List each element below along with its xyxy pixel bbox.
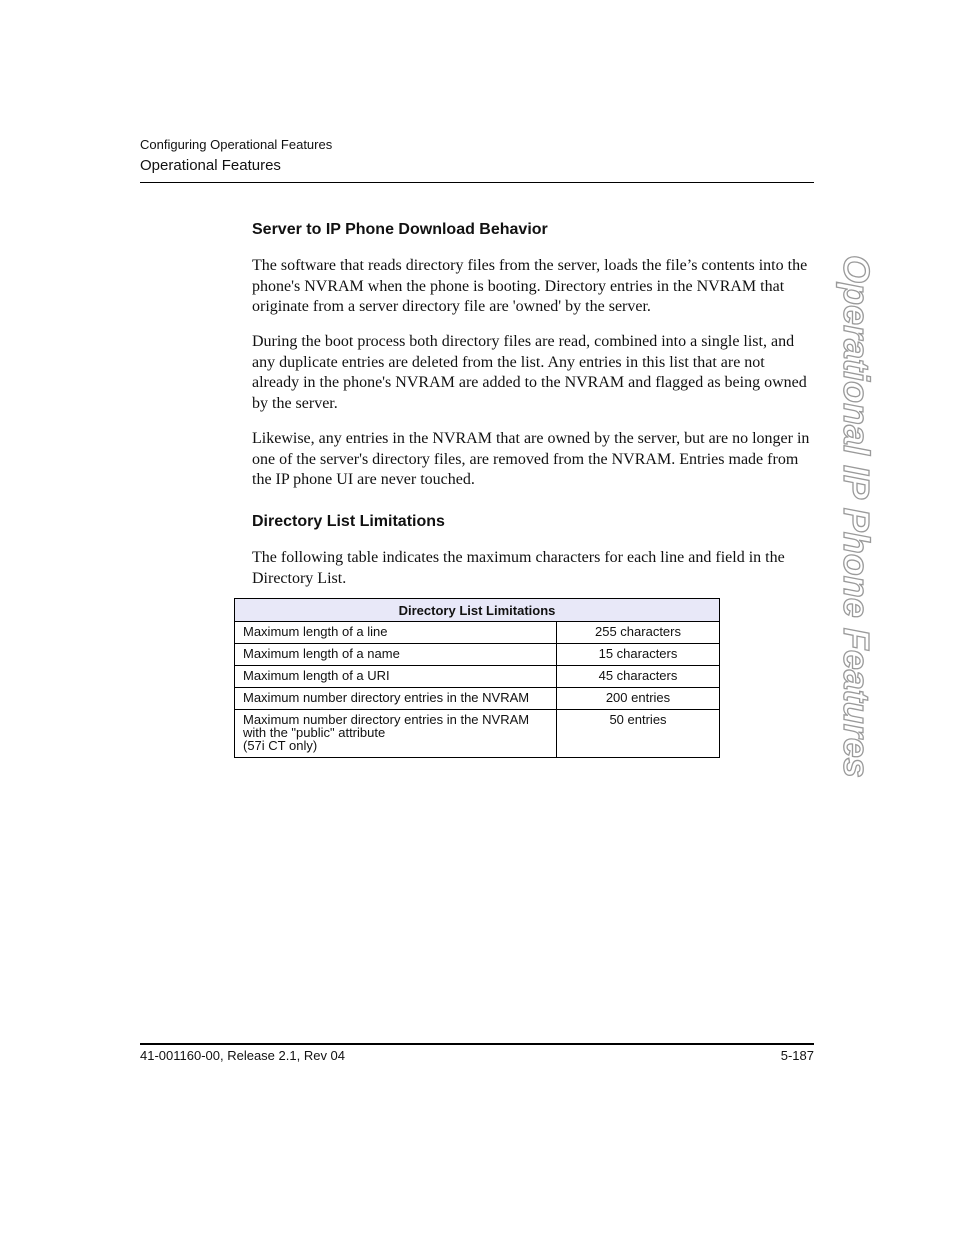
table-cell-label	[235, 710, 557, 758]
table-row	[235, 622, 720, 644]
table-cell-line: (57i CT only)	[243, 738, 318, 753]
table-cell-value: 200 entries	[557, 688, 720, 710]
footer-page-number: 5-187	[780, 1048, 814, 1063]
paragraph: The software that reads directory files from the server, loads the file’s contents into the phone's NVRAM when the phone is booting. Directory entries in the NVRAM that originate from a server directory file are 'owned' by the server.	[252, 257, 808, 315]
table-cell-value: 45 characters	[557, 666, 720, 688]
table-row	[235, 710, 720, 758]
running-header-section: Operational Features	[140, 157, 281, 174]
table-title: Directory List Limitations	[235, 599, 720, 622]
paragraph: Likewise, any entries in the NVRAM that are owned by the server, but are no longer in one of the server's directory files, are removed from the NVRAM. Entries made from the IP phone UI are never touched.	[252, 430, 810, 488]
table-row	[235, 644, 720, 666]
table-cell-value: 255 characters	[557, 622, 720, 644]
paragraph: During the boot process both directory files are read, combined into a single list, and any duplicate entries are deleted from the list. Any entries in this list that are not already in the phone's NVRAM are added to the NVRAM and flagged as being owned by the server.	[252, 333, 807, 412]
table-cell-label: Maximum length of a name	[235, 644, 557, 666]
table-cell-label: Maximum length of a URI	[235, 666, 557, 688]
header-divider	[140, 182, 814, 183]
side-tab-label: Operational IP Phone Features	[836, 255, 877, 778]
table-cell-line: Maximum number directory entries in the NVRAM	[243, 712, 530, 727]
footer-document-id: 41-001160-00, Release 2.1, Rev 04	[140, 1048, 346, 1063]
table-row	[235, 688, 720, 710]
heading-directory-limitations: Directory List Limitations	[252, 513, 445, 530]
footer-divider	[140, 1043, 814, 1045]
heading-download-behavior: Server to IP Phone Download Behavior	[252, 221, 548, 238]
paragraph: The following table indicates the maximum characters for each line and field in the Directory List.	[252, 549, 785, 587]
table-cell-line: with the "public" attribute	[243, 725, 386, 740]
running-header-chapter: Configuring Operational Features	[140, 137, 333, 152]
directory-limitations-table	[234, 598, 720, 758]
table-cell-value: 15 characters	[557, 644, 720, 666]
table-cell-value: 50 entries	[557, 710, 720, 758]
table-cell-label: Maximum number directory entries in the NVRAM	[235, 688, 557, 710]
side-tab	[836, 255, 877, 795]
table-cell-label: Maximum length of a line	[235, 622, 557, 644]
table-row	[235, 666, 720, 688]
